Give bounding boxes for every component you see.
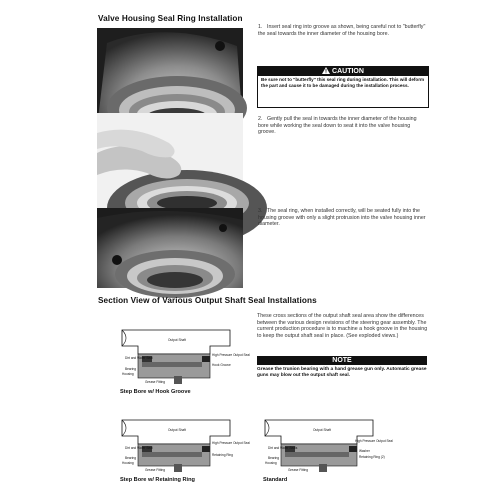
label-groove: Hook Groove xyxy=(212,363,231,367)
step-3 xyxy=(258,208,428,228)
label-bearing: Bearing xyxy=(125,456,136,460)
label-grease-fitting: Grease Fitting xyxy=(145,468,166,472)
label-retaining-ring: Retaining Ring xyxy=(212,453,233,457)
caution-box xyxy=(257,66,429,108)
label-bearing: Bearing xyxy=(125,367,136,371)
caption-standard: Standard xyxy=(263,477,288,483)
step-number: 3. xyxy=(258,208,263,214)
caution-text: Be sure not to "butterfly" this seal ring during installation. This will deform the part and cause it to be damaged during the installation process. xyxy=(261,77,425,88)
caption-retaining-ring: Step Bore w/ Retaining Ring xyxy=(120,477,195,483)
step-text: The seal ring, when installed correctly, will be seated fully into the housing groove with only a slight protrusion into the valve housing inner diameter. xyxy=(258,208,426,228)
label-dirt-water-seal: Dirt and Water Seal xyxy=(125,446,153,450)
label-dirt-water-seals: Dirt and Water Seals xyxy=(268,446,298,450)
caution-header xyxy=(258,67,428,76)
note-text: Grease the trunion bearing with a hand grease gun only. Automatic grease guns may blow out the output shaft seal. xyxy=(257,367,427,378)
label-bearing: Bearing xyxy=(268,456,279,460)
note-header: NOTE xyxy=(257,356,427,365)
label-grease-fitting: Grease Fitting xyxy=(145,380,166,384)
diagram-retaining-ring xyxy=(120,418,250,476)
section-title-output-shaft: Section View of Various Output Shaft Seal Installations xyxy=(98,296,317,305)
caution-title: CAUTION xyxy=(332,68,364,75)
label-housing: Housing xyxy=(122,372,134,376)
step-number: 1. xyxy=(258,24,263,30)
photo-seal-seated xyxy=(97,208,243,288)
label-high-pressure-seal: High Pressure Output Seal xyxy=(355,439,393,443)
label-high-pressure-seal: High Pressure Output Seal xyxy=(212,441,250,445)
label-high-pressure-seal: High Pressure Output Seal xyxy=(212,353,250,357)
section-title-valve-housing: Valve Housing Seal Ring Installation xyxy=(98,14,243,23)
label-output-shaft: Output Shaft xyxy=(313,428,331,432)
step-text: Insert seal ring into groove as shown, being careful not to "butterfly" the seal towards the inner diameter of the housing bore. xyxy=(258,24,426,37)
diagram-hook-groove xyxy=(120,328,250,390)
label-retaining-ring: Retaining Ring (2) xyxy=(359,455,385,459)
warning-triangle-icon xyxy=(322,67,330,74)
step-1 xyxy=(258,24,428,37)
section-paragraph: These cross sections of the output shaft seal area show the differences between the various design revisions of the steering gear assembly. The current production procedure is to machine a hook groove in the housing to keep the output shaft seal in place. (See exploded views.) xyxy=(257,313,428,339)
label-housing: Housing xyxy=(122,461,134,465)
label-dirt-water-seal: Dirt and Water Seal xyxy=(125,356,153,360)
diagram-standard xyxy=(263,418,393,476)
note-box xyxy=(257,356,427,379)
step-2 xyxy=(258,116,428,136)
label-grease-fitting: Grease Fitting xyxy=(288,468,309,472)
label-output-shaft: Output Shaft xyxy=(168,338,186,342)
step-text: Gently pull the seal in towards the inner diameter of the housing bore while working the seal down to seat it into the valve housing groove. xyxy=(258,116,417,136)
label-output-shaft: Output Shaft xyxy=(168,428,186,432)
caption-hook-groove: Step Bore w/ Hook Groove xyxy=(120,389,191,395)
label-housing: Housing xyxy=(265,461,277,465)
photo-seal-pull xyxy=(97,113,243,211)
label-washer: Washer xyxy=(359,449,370,453)
step-number: 2. xyxy=(258,116,263,122)
